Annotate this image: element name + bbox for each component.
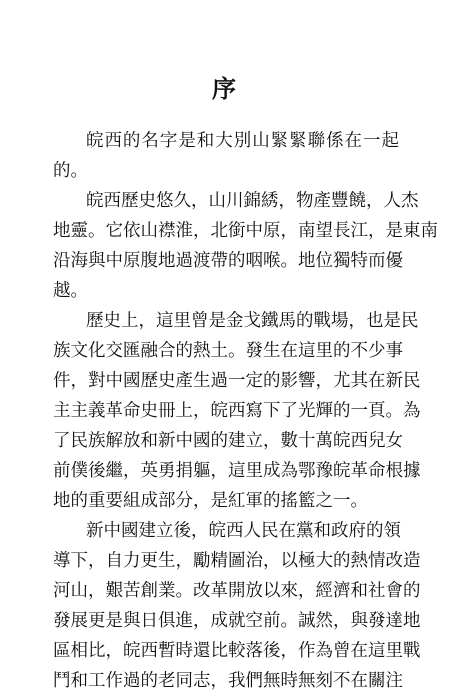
text-line: 導下，自力更生，勵精圖治，以極大的熱情改造 — [53, 551, 421, 571]
text-line: 發展更是與日俱進，成就空前。誠然，與發達地 — [53, 611, 421, 631]
text-line: 族文化交匯融合的熱土。發生在這里的不少事 — [53, 341, 403, 361]
text-line: 河山，艱苦創業。改革開放以來，經濟和社會的 — [53, 581, 421, 601]
text-line: 主主義革命史冊上，皖西寫下了光輝的一頁。為 — [53, 401, 421, 421]
text-line: 皖西的名字是和大別山緊緊聯係在一起 — [86, 131, 399, 151]
text-line: 地靈。它依山襟淮，北銜中原，南望長江，是東南 — [53, 221, 438, 241]
text-line: 區相比，皖西暫時還比較落後，作為曾在這里戰 — [53, 641, 421, 661]
text-line: 皖西歷史悠久，山川錦綉，物產豐饒，人杰 — [86, 191, 419, 211]
text-line: 鬥和工作過的老同志，我們無時無刻不在關注 — [53, 671, 403, 691]
text-line: 越。 — [53, 281, 88, 301]
page-title: 序 — [212, 74, 238, 103]
text-line: 了民族解放和新中國的建立，數十萬皖西兒女 — [53, 431, 403, 451]
text-line: 新中國建立後，皖西人民在黨和政府的領 — [86, 521, 401, 541]
text-line: 前僕後繼，英勇捐軀，這里成為鄂豫皖革命根據 — [53, 461, 421, 481]
text-line: 歷史上，這里曾是金戈鐵馬的戰場，也是民 — [86, 311, 419, 331]
text-line: 沿海與中原腹地過渡帶的咽喉。地位獨特而優 — [53, 251, 403, 271]
text-line: 件，對中國歷史產生過一定的影響，尤其在新民 — [53, 371, 421, 391]
text-line: 地的重要組成部分，是紅軍的搖籃之一。 — [53, 491, 368, 511]
preface-body — [53, 126, 438, 696]
text-line: 的。 — [53, 161, 88, 181]
